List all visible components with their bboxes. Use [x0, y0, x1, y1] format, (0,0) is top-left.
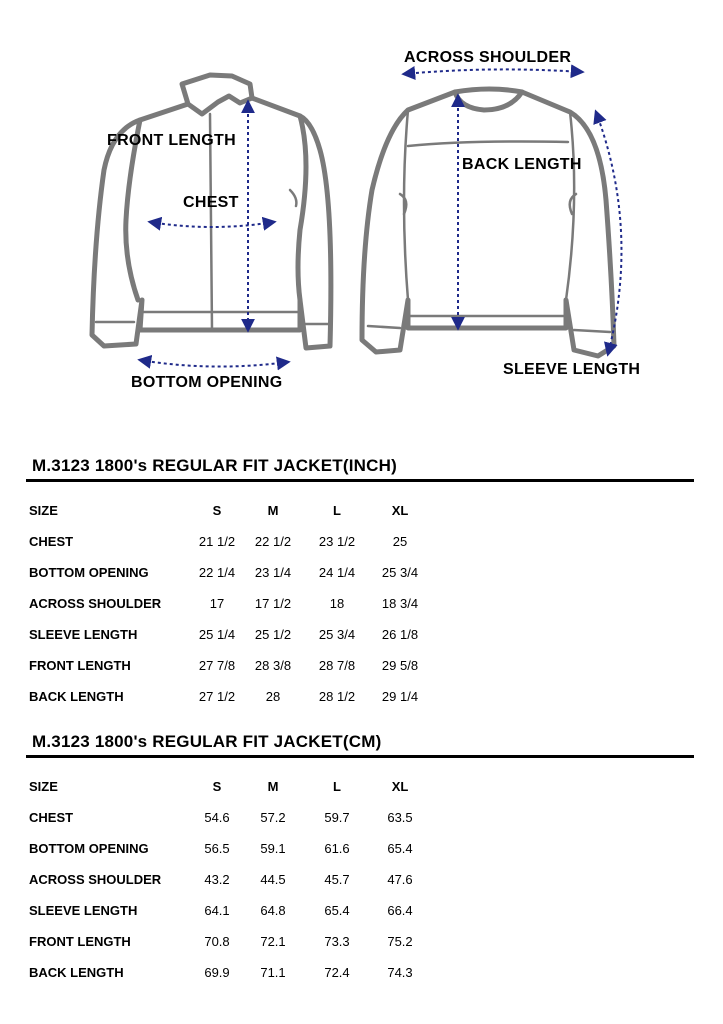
table-header-row	[0, 503, 723, 523]
cell-xl: 66.4	[387, 903, 413, 918]
front-length-label: FRONT LENGTH	[107, 132, 236, 149]
table-divider	[26, 755, 694, 758]
cell-xl: 75.2	[387, 934, 413, 949]
size-l-header: L	[333, 779, 341, 794]
cell-l: 28 7/8	[318, 658, 356, 673]
cell-xl: 25	[392, 534, 408, 549]
cell-m: 71.1	[260, 965, 286, 980]
cell-xl: 65.4	[387, 841, 413, 856]
table-title-inch: M.3123 1800's REGULAR FIT JACKET(INCH)	[32, 456, 397, 475]
cell-l: 45.7	[324, 872, 350, 887]
bottom-opening-measure	[140, 360, 288, 367]
row-label: CHEST	[29, 534, 74, 549]
across-shoulder-measure	[404, 69, 582, 74]
size-m-header: M	[267, 503, 279, 518]
cell-m: 25 1/2	[254, 627, 292, 642]
table-row	[0, 903, 723, 923]
table-row	[0, 689, 723, 709]
size-m-header: M	[267, 779, 279, 794]
table-divider	[26, 479, 694, 482]
table-row	[0, 841, 723, 861]
cell-s: 43.2	[204, 872, 230, 887]
cell-s: 22 1/4	[198, 565, 236, 580]
back-jacket-illustration	[362, 89, 614, 356]
table-row	[0, 872, 723, 892]
cell-s: 27 1/2	[198, 689, 236, 704]
row-label: FRONT LENGTH	[29, 658, 131, 673]
cell-m: 44.5	[260, 872, 286, 887]
row-label: SLEEVE LENGTH	[29, 627, 138, 642]
cell-s: 64.1	[204, 903, 230, 918]
cell-l: 28 1/2	[318, 689, 356, 704]
bottom-opening-label: BOTTOM OPENING	[131, 374, 283, 391]
size-header: SIZE	[29, 503, 58, 518]
cell-m: 22 1/2	[254, 534, 292, 549]
row-label: BOTTOM OPENING	[29, 841, 149, 856]
cell-m: 28 3/8	[254, 658, 292, 673]
cell-m: 59.1	[260, 841, 286, 856]
cell-l: 18	[329, 596, 345, 611]
cell-l: 65.4	[324, 903, 350, 918]
cell-m: 57.2	[260, 810, 286, 825]
jacket-measurement-diagram	[0, 0, 723, 420]
cell-l: 61.6	[324, 841, 350, 856]
cell-m: 28	[265, 689, 281, 704]
table-title-cm: M.3123 1800's REGULAR FIT JACKET(CM)	[32, 732, 382, 751]
cell-l: 25 3/4	[318, 627, 356, 642]
cell-s: 25 1/4	[198, 627, 236, 642]
table-row	[0, 565, 723, 585]
cell-xl: 29 5/8	[381, 658, 419, 673]
table-row	[0, 965, 723, 985]
across-shoulder-label: ACROSS SHOULDER	[404, 49, 572, 66]
size-l-header: L	[333, 503, 341, 518]
row-label: ACROSS SHOULDER	[29, 872, 162, 887]
cell-m: 64.8	[260, 903, 286, 918]
cell-s: 27 7/8	[198, 658, 236, 673]
back-length-label: BACK LENGTH	[462, 156, 582, 173]
table-row	[0, 810, 723, 830]
cell-xl: 47.6	[387, 872, 413, 887]
row-label: FRONT LENGTH	[29, 934, 131, 949]
cell-m: 17 1/2	[254, 596, 292, 611]
size-xl-header: XL	[391, 503, 409, 518]
cell-m: 23 1/4	[254, 565, 292, 580]
cell-xl: 25 3/4	[381, 565, 419, 580]
cell-xl: 29 1/4	[381, 689, 419, 704]
cell-xl: 26 1/8	[381, 627, 419, 642]
chest-label: CHEST	[183, 194, 239, 211]
cell-l: 24 1/4	[318, 565, 356, 580]
size-s-header: S	[212, 779, 222, 794]
cell-xl: 74.3	[387, 965, 413, 980]
size-xl-header: XL	[391, 779, 409, 794]
table-row	[0, 934, 723, 954]
cell-xl: 18 3/4	[381, 596, 419, 611]
row-label: BACK LENGTH	[29, 965, 124, 980]
row-label: ACROSS SHOULDER	[29, 596, 162, 611]
row-label: CHEST	[29, 810, 74, 825]
cell-s: 56.5	[204, 841, 230, 856]
row-label: BOTTOM OPENING	[29, 565, 149, 580]
size-s-header: S	[212, 503, 222, 518]
cell-s: 69.9	[204, 965, 230, 980]
front-jacket-illustration	[92, 75, 331, 348]
cell-xl: 63.5	[387, 810, 413, 825]
cell-s: 17	[209, 596, 225, 611]
row-label: SLEEVE LENGTH	[29, 903, 138, 918]
cell-l: 72.4	[324, 965, 350, 980]
cell-s: 54.6	[204, 810, 230, 825]
cell-m: 72.1	[260, 934, 286, 949]
cell-s: 70.8	[204, 934, 230, 949]
table-row	[0, 627, 723, 647]
size-header: SIZE	[29, 779, 58, 794]
table-header-row	[0, 779, 723, 799]
table-row	[0, 658, 723, 678]
cell-l: 59.7	[324, 810, 350, 825]
sleeve-length-label: SLEEVE LENGTH	[503, 361, 641, 378]
table-row	[0, 596, 723, 616]
table-row	[0, 534, 723, 554]
cell-l: 73.3	[324, 934, 350, 949]
cell-s: 21 1/2	[198, 534, 236, 549]
cell-l: 23 1/2	[318, 534, 356, 549]
row-label: BACK LENGTH	[29, 689, 124, 704]
